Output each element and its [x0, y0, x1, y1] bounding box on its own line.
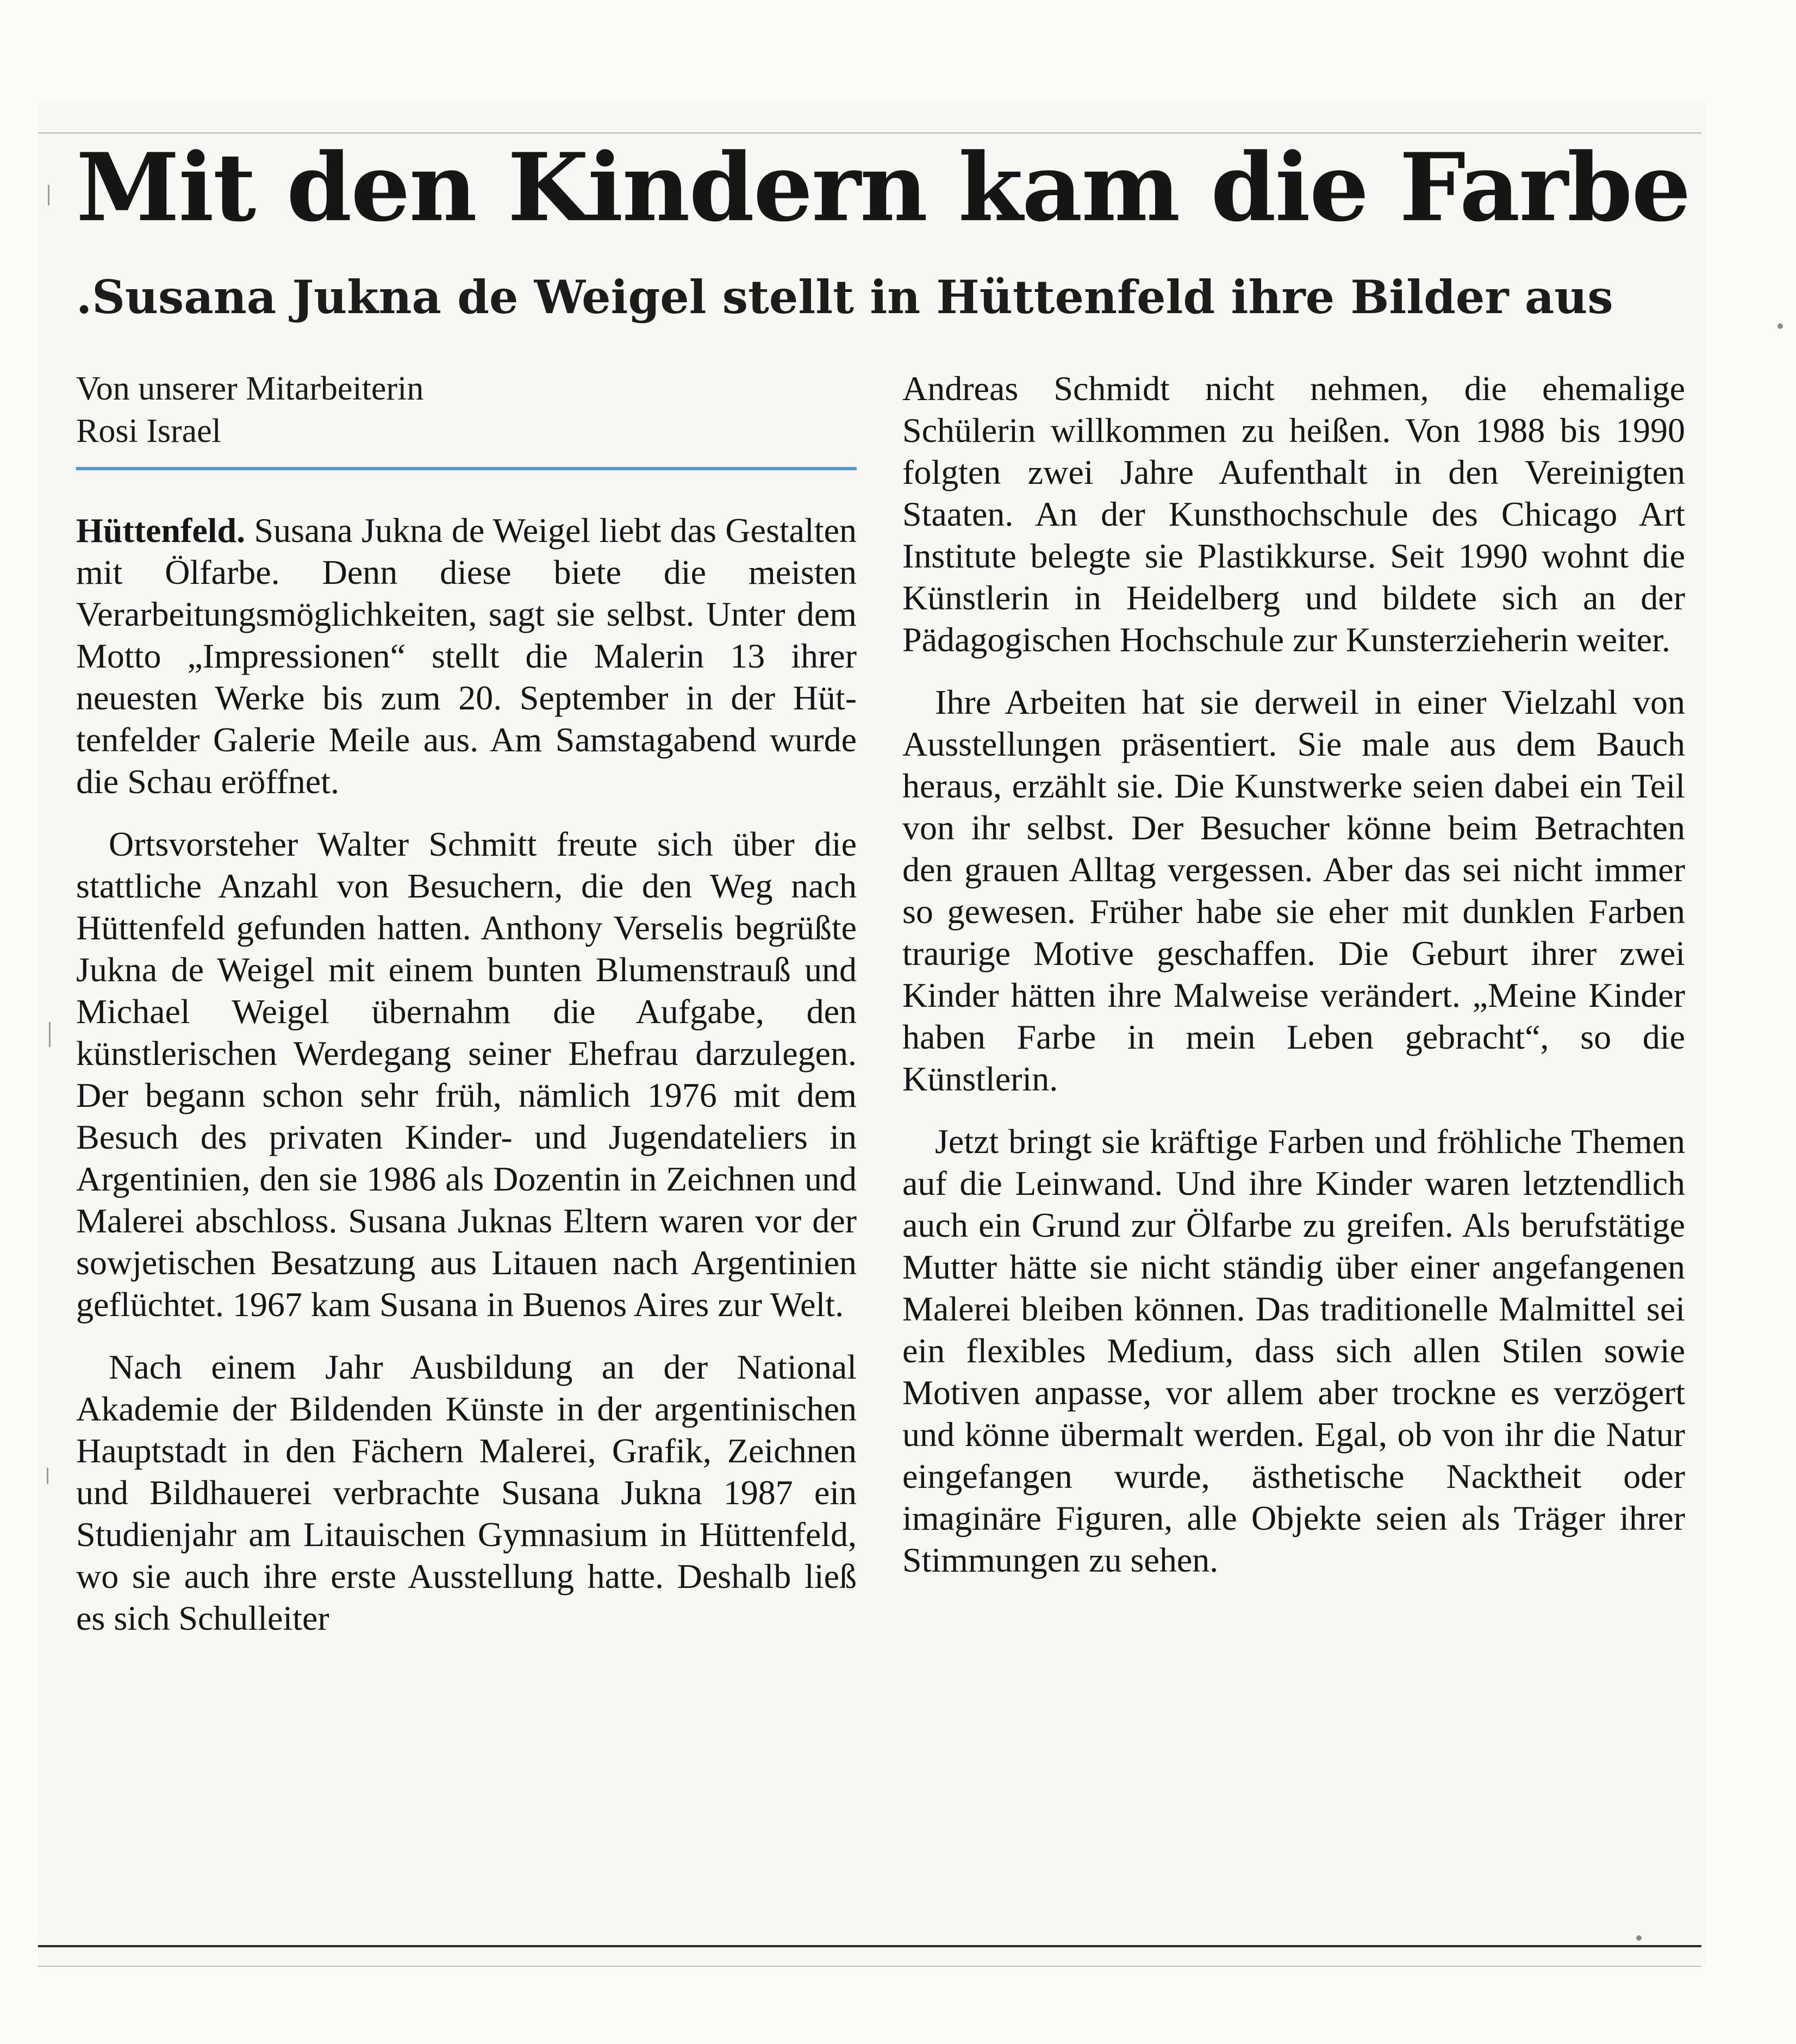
paragraph-1-text: Susana Jukna de Weigel liebt das Gestalten mit Ölfarbe. Denn diese biete die meisten Verarbeitungsmöglichkeiten, sagt sie selbst. Unter dem Motto „Impressionen“ stellt die Malerin 13 ihrer neuesten Werke bis zum 20. September in der Hüttenfelder Galerie Meile aus. Am Samstagabend wurde die Schau eröffnet. [76, 511, 857, 801]
byline-author: Rosi Israel [76, 413, 221, 450]
scan-speck [1778, 323, 1783, 329]
scan-speck [1636, 1935, 1642, 1941]
scan-margin-mark [47, 1468, 48, 1484]
article-column-right [902, 367, 1685, 1601]
bottom-rule-secondary [38, 1966, 1701, 1967]
article-column-left [76, 509, 857, 1660]
scan-margin-mark [49, 1022, 51, 1047]
byline-role: Von unserer Mitarbeiterin [76, 370, 424, 407]
paragraph-6: Jetzt bringt sie kräftige Farben und fröhliche Themen auf die Leinwand. Und ihre Kinder waren letztendlich auch ein Grund zur Ölfarbe zu greifen. Als berufstätige Mutter hätte sie nicht ständig über einer angefangenen Malerei bleiben können. Das traditionelle Malmittel sei ein flexibles Medium, dass sich allen Stilen sowie Motiven anpasse, vor allem aber trockne es verzögert und könne übermalt werden. Egal, ob von ihr die Natur eingefangen wurde, ästhetische Nacktheit oder imaginäre Figuren, alle Objekte seien als Träger ihrer Stimmungen zu sehen. [902, 1122, 1685, 1579]
paragraph-2: Ortsvorsteher Walter Schmitt freute sich über die stattliche Anzahl von Besuchern, die den Weg nach Hüttenfeld gefunden hatten. Anthony Verselis begrüßte Jukna de Weigel mit einem bunten Blumenstrauß und Michael Weigel übernahm die Aufgabe, den künstlerischen Werdegang seiner Ehefrau darzulegen. Der begann schon sehr früh, nämlich 1976 mit dem Besuch des privaten Kinder- und Jugendateliers in Argentinien, den sie 1986 als Dozentin in Zeichnen und Malerei abschloss. Susana Juknas Eltern waren vor der sowjetischen Besatzung aus Litauen nach Argentinien geflüchtet. 1967 kam Susana in Buenos Aires zur Welt. [76, 825, 857, 1324]
paragraph-3: Nach einem Jahr Ausbildung an der National Akademie der Bildenden Künste in der argentinischen Hauptstadt in den Fächern Malerei, Grafik, Zeichnen und Bildhauerei verbrachte Susana Jukna 1987 ein Studienjahr am Litauischen Gymnasium in Hüttenfeld, wo sie auch ihre erste Ausstellung hatte. Deshalb ließ es sich Schulleiter [76, 1348, 857, 1637]
bottom-rule [38, 1945, 1701, 1947]
scan-margin-mark [48, 185, 49, 205]
byline [76, 367, 853, 452]
subheadline: .Susana Jukna de Weigel stellt in Hüttenfeld ihre Bilder aus [76, 270, 1613, 324]
byline-divider [76, 467, 857, 470]
paragraph-5: Ihre Arbeiten hat sie derweil in einer Vielzahl von Ausstellungen präsentiert. Sie male aus dem Bauch heraus, erzählt sie. Die Kunstwerke seien dabei ein Teil von ihr selbst. Der Besucher könne beim Betrachten den grauen Alltag vergessen. Aber das sei nicht immer so gewesen. Früher habe sie eher mit dunklen Farben traurige Motive geschaffen. Die Geburt ihrer zwei Kinder hätten ihre Malweise verändert. „Meine Kinder haben Farbe in mein Leben gebracht“, so die Künstlerin. [902, 683, 1685, 1098]
paragraph-1 [76, 509, 857, 802]
paragraph-4: Andreas Schmidt nicht nehmen, die ehemalige Schülerin willkommen zu heißen. Von 1988 bis 1990 folgten zwei Jahre Aufenthalt in den Vereinigten Staaten. An der Kunsthochschule des Chicago Art Institute belegte sie Plastikkurse. Seit 1990 wohnt die Künstlerin in Heidelberg und bildete sich an der Pädagogischen Hochschule zur Kunsterzieherin weiter. [902, 369, 1685, 659]
dateline: Hüttenfeld. [76, 511, 246, 550]
headline: Mit den Kindern kam die Farbe [76, 132, 1690, 242]
